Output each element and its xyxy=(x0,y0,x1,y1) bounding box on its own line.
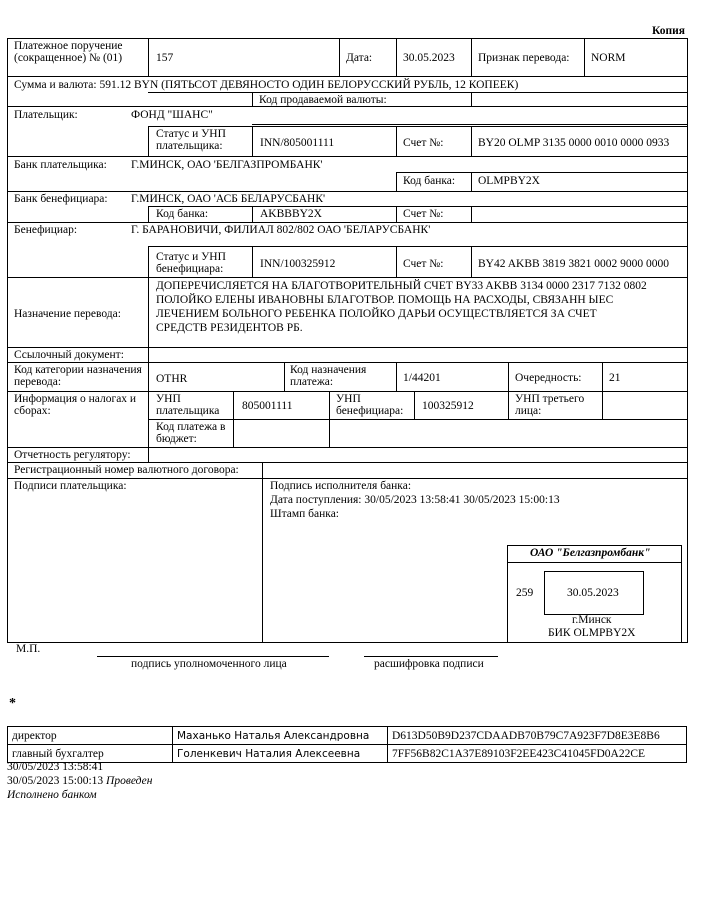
payer-signatures-label: Подписи плательщика: xyxy=(14,480,127,492)
purpose-label: Назначение перевода: xyxy=(14,308,121,320)
taxes-label: Информация о налогах и сборах: xyxy=(14,393,137,417)
mp-label: М.П. xyxy=(16,643,41,655)
beneficiary-account-label: Счет №: xyxy=(403,258,444,270)
log-line-3: Исполнено банком xyxy=(7,789,97,801)
order-date: 30.05.2023 xyxy=(403,52,455,64)
signers-table xyxy=(7,726,687,763)
signature-decoding-line xyxy=(364,656,498,657)
bank-signature-label: Подпись исполнителя банка: xyxy=(270,480,412,492)
priority: 21 xyxy=(609,372,621,384)
signer-row xyxy=(8,727,687,745)
log-line-2-status: Проведен xyxy=(106,775,153,787)
beneficiary-unp-label: УНП бенефициара: xyxy=(336,393,404,417)
regulator-report-label: Отчетность регулятору: xyxy=(14,449,131,461)
beneficiary-name: Г. БАРАНОВИЧИ, ФИЛИАЛ 802/802 ОАО 'БЕЛАРУСБАНК' xyxy=(131,224,431,236)
third-party-unp-label: УНП третьего лица: xyxy=(515,393,585,417)
beneficiary-unp: INN/100325912 xyxy=(260,258,336,270)
beneficiary-bank-code: AKBBBY2X xyxy=(260,208,322,220)
received-line: Дата поступления: 30/05/2023 13:58:41 30/05/2023 15:00:13 xyxy=(270,494,560,506)
stamp-city: г.Минск xyxy=(572,614,612,626)
beneficiary-bank-name: Г.МИНСК, ОАО 'АСБ БЕЛАРУСБАНК' xyxy=(131,193,326,205)
signer-hash: D613D50B9D237CDAADB70B79C7A923F7D8E3E8B6 xyxy=(388,727,687,745)
payer-label: Плательщик: xyxy=(14,109,78,121)
payment-purpose-code-label: Код назначения платежа: xyxy=(290,364,367,388)
sold-currency-label: Код продаваемой валюты: xyxy=(259,94,387,106)
signer-row xyxy=(8,745,687,763)
copy-label: Копия xyxy=(652,25,685,37)
signer-name: Голенкевич Наталия Алексеевна xyxy=(173,745,388,763)
signature-decoding-caption: расшифровка подписи xyxy=(374,658,484,670)
payer-bank-name: Г.МИНСК, ОАО 'БЕЛГАЗПРОМБАНК' xyxy=(131,159,323,171)
authorized-signature-caption: подпись уполномоченного лица xyxy=(131,658,287,670)
payer-unp: INN/805001111 xyxy=(260,137,335,149)
signer-hash: 7FF56B82C1A37E89103F2EE423C41045FD0A22CE xyxy=(388,745,687,763)
purpose-line: ЛЕЧЕНИЕМ БОЛЬНОГО РЕБЕНКА ПОЛОЙКО ДАРЬИ ОСУЩЕСТВЛЯЕТСЯ ЗА СЧЕТ xyxy=(156,308,597,320)
payer-bank-code-label: Код банка: xyxy=(403,175,456,187)
purpose-line: ПОЛОЙКО ЕЛЕНЫ ИВАНОВНЫ БЛАГОТВОР. ПОМОЩЬ НА РАСХОДЫ, СВЯЗАНН ЫЕС xyxy=(156,294,614,306)
bank-stamp xyxy=(507,545,682,643)
budget-code-label: Код платежа в бюджет: xyxy=(156,421,226,445)
signer-role: директор xyxy=(8,727,173,745)
payer-bank-label: Банк плательщика: xyxy=(14,159,107,171)
payer-unp-label: УНП плательщика xyxy=(156,393,220,417)
currency-contract-label: Регистрационный номер валютного договора: xyxy=(14,464,239,476)
stamp-bank-name: ОАО "Белгазпромбанк" xyxy=(530,547,651,559)
stamp-bic: БИК OLMPBY2X xyxy=(548,627,636,639)
purpose-line: ДОПЕРЕЧИСЛЯЕТСЯ НА БЛАГОТВОРИТЕЛЬНЫЙ СЧЕТ BY33 AKBB 3134 0000 2317 7132 0802 xyxy=(156,280,647,292)
signer-role: главный бухгалтер xyxy=(8,745,173,763)
log-line-1: 30/05/2023 13:58:41 xyxy=(7,761,104,773)
log-line-2-time: 30/05/2023 15:00:13 xyxy=(7,775,104,787)
stamp-date-box xyxy=(544,571,644,615)
payer-account: BY20 OLMP 3135 0000 0010 0000 0933 xyxy=(478,137,670,149)
order-title: Платежное поручение (сокращенное) № (01) xyxy=(14,40,123,64)
priority-label: Очередность: xyxy=(515,372,582,384)
signer-name: Маханько Наталья Александровна xyxy=(173,727,388,745)
category-value: OTHR xyxy=(156,373,188,385)
date-label: Дата: xyxy=(346,52,373,64)
log-line-2 xyxy=(7,775,152,787)
beneficiary-label: Бенефициар: xyxy=(14,224,78,236)
bank-stamp-label: Штамп банка: xyxy=(270,508,339,520)
authorized-signature-line xyxy=(97,656,329,657)
purpose-line: СРЕДСТВ РЕЗИДЕНТОВ РБ. xyxy=(156,322,303,334)
payer-status-unp-label: Статус и УНП плательщика: xyxy=(156,128,226,152)
order-number: 157 xyxy=(156,52,174,64)
transfer-sign-label: Признак перевода: xyxy=(478,52,570,64)
beneficiary-bank-account-label: Счет №: xyxy=(403,208,444,220)
payer-account-label: Счет №: xyxy=(403,137,444,149)
stamp-code: 259 xyxy=(516,587,534,599)
beneficiary-bank-label: Банк бенефициара: xyxy=(14,193,108,205)
payer-name: ФОНД "ШАНС" xyxy=(131,109,213,121)
amount-line: Сумма и валюта: 591.12 BYN (ПЯТЬСОТ ДЕВЯНОСТО ОДИН БЕЛОРУССКИЙ РУБЛЬ, 12 КОПЕЕК) xyxy=(14,79,519,91)
payer-bank-code: OLMPBY2X xyxy=(478,175,540,187)
category-label: Код категории назначения перевода: xyxy=(14,364,142,388)
asterisk: * xyxy=(9,696,16,711)
payment-purpose-code: 1/44201 xyxy=(403,372,441,384)
beneficiary-status-unp-label: Статус и УНП бенефициара: xyxy=(156,251,226,275)
tax-beneficiary-unp: 100325912 xyxy=(422,400,474,412)
reference-doc-label: Ссылочный документ: xyxy=(14,349,124,361)
transfer-sign: NORM xyxy=(591,52,626,64)
tax-payer-unp: 805001111 xyxy=(242,400,293,412)
beneficiary-bank-code-label: Код банка: xyxy=(156,208,209,220)
stamp-date: 30.05.2023 xyxy=(567,587,619,599)
beneficiary-account: BY42 AKBB 3819 3821 0002 9000 0000 xyxy=(478,258,670,270)
